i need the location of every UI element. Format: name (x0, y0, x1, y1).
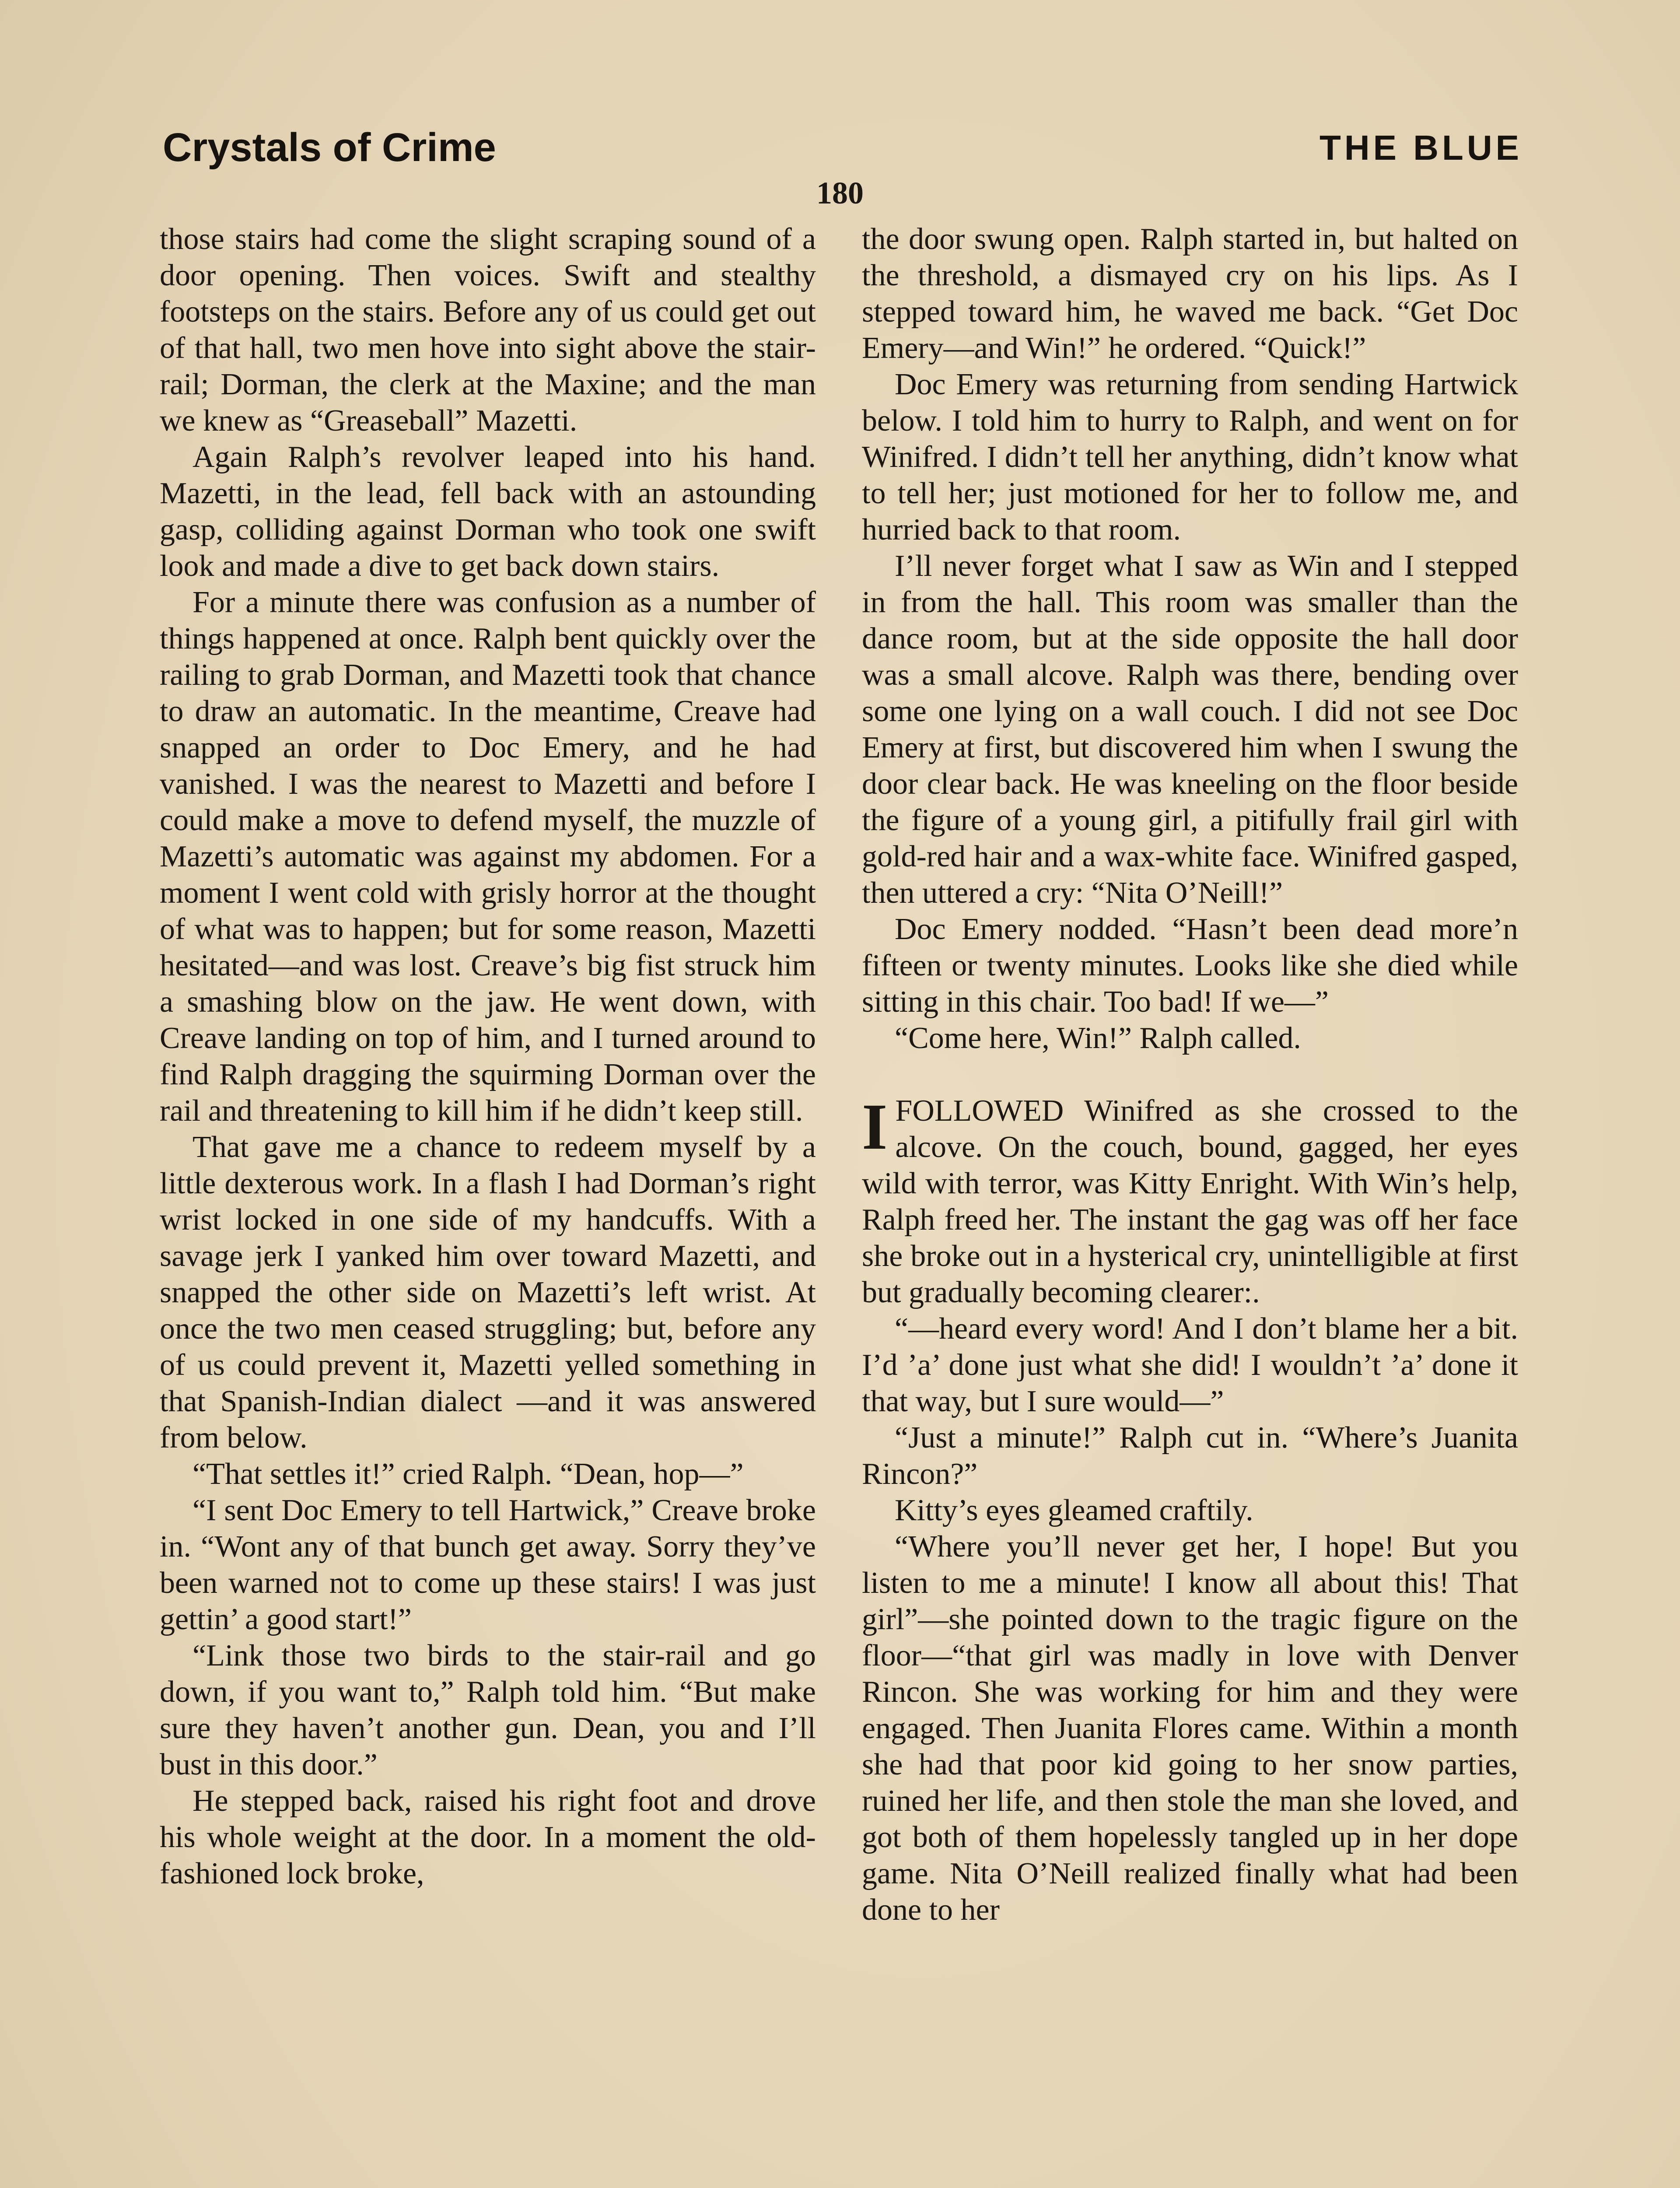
paragraph: “Just a minute!” Ralph cut in. “Where’s Juanita Rincon?” (862, 1421, 1518, 1491)
paragraph: Doc Emery was returning from sending Hartwick below. I told him to hurry to Ralph, and went on for Winifred. I didn’t tell her anything, didn’t know what to tell her; just motioned for her to follow me, and hurried back to that room. (862, 368, 1518, 547)
paragraph: the door swung open. Ralph started in, but halted on the threshold, a dismayed cry on his lips. As I stepped toward him, he waved me back. “Get Doc Emery—and Win!” he ordered. “Quick!” (862, 222, 1518, 365)
paragraph: “I sent Doc Emery to tell Hartwick,” Creave broke in. “Wont any of that bunch get away. Sorry they’ve been warned not to come up these stairs! I was just gettin’ a good start!” (160, 1494, 816, 1636)
paragraph: That gave me a chance to redeem myself by a little dexterous work. In a flash I had Dorman’s right wrist locked in one side of my handcuffs. With a savage jerk I yanked him over toward Mazetti, and snapped the other side on Mazetti’s left wrist. At once the two men ceased struggling; but, before any of us could prevent it, Mazetti yelled something in that Spanish-Indian dialect —and it was answered from below. (160, 1130, 816, 1455)
paragraph: Again Ralph’s revolver leaped into his hand. Mazetti, in the lead, fell back with an astounding gasp, colliding against Dorman who took one swift look and made a dive to get back down stairs. (160, 440, 816, 583)
paragraph: I’ll never forget what I saw as Win and I stepped in from the hall. This room was smaller than the dance room, but at the side opposite the hall door was a small alcove. Ralph was there, bending over some one lying on a wall couch. I did not see Doc Emery at first, but discovered him when I swung the door clear back. He was kneeling on the floor beside the figure of a young girl, a pitifully frail girl with gold-red hair and a wax-white face. Winifred gasped, then uttered a cry: “Nita O’Neill!” (862, 549, 1518, 910)
paragraph: For a minute there was confusion as a number of things happened at once. Ralph bent quickly over the railing to grab Dorman, and Mazetti took that chance to draw an automatic. In the meantime, Creave had snapped an order to Doc Emery, and he had vanished. I was the nearest to Mazetti and before I could make a move to defend myself, the muzzle of Mazetti’s automatic was against my abdomen. For a moment I went cold with grisly horror at the thought of what was to happen; but for some reason, Mazetti hesitated—and was lost. Creave’s big fist struck him a smashing blow on the jaw. He went down, with Creave landing on top of him, and I turned around to find Ralph dragging the squirming Dorman over the rail and threatening to kill him if he didn’t keep still. (160, 586, 816, 1128)
section-break (862, 1056, 1518, 1093)
right-column (862, 221, 1518, 1928)
paragraph: “Where you’ll never get her, I hope! But you listen to me a minute! I know all about this! That girl”—she pointed down to the tragic figure on the floor—“that girl was madly in love with Denver Rincon. She was working for him and they were engaged. Then Juanita Flores came. Within a month she had that poor kid going to her snow parties, ruined her life, and then stole the man she loved, and got both of them hopelessly tangled up in her dope game. Nita O’Neill realized finally what had been done to her (862, 1530, 1518, 1927)
section-opening-paragraph (862, 1090, 1518, 1311)
paragraph: He stepped back, raised his right foot and drove his whole weight at the door. In a moment the old-fashioned lock broke, (160, 1784, 816, 1890)
paragraph: “Link those two birds to the stair-rail and go down, if you want to,” Ralph told him. “But make sure they haven’t another gun. Dean, you and I’ll bust in this door.” (160, 1639, 816, 1781)
paragraph: “Come here, Win!” Ralph called. (895, 1021, 1301, 1055)
page-number: 180 (816, 175, 864, 210)
left-column (160, 221, 816, 1892)
paragraph: those stairs had come the slight scraping sound of a door opening. Then voices. Swift and stealthy footsteps on the stairs. Before any of us could get out of that hall, two men hove into sight above the stair-rail; Dorman, the clerk at the Maxine; and the man we knew as “Greaseball” Mazetti. (160, 222, 816, 438)
story-title: Crystals of Crime (163, 125, 496, 170)
paragraph: “—heard every word! And I don’t blame her a bit. I’d ’a’ done just what she did! I wouldn’t ’a’ done it that way, but I sure would—” (862, 1312, 1518, 1418)
paragraph: Doc Emery nodded. “Hasn’t been dead more’n fifteen or twenty minutes. Looks like she died while sitting in this chair. Too bad! If we—” (862, 912, 1518, 1019)
paragraph: “That settles it!” cried Ralph. “Dean, hop—” (192, 1457, 744, 1491)
magazine-title: THE BLUE (1320, 128, 1522, 167)
opening-text: FOLLOWED Winifred as she crossed to the alcove. On the couch, bound, gagged, her eyes wild with terror, was Kitty Enright. With Win’s help, Ralph freed her. The instant the gag was off her face she broke out in a hysterical cry, unintelligible at first but gradually becoming clearer:. (862, 1094, 1518, 1309)
drop-cap: I (862, 1090, 888, 1163)
paragraph: Kitty’s eyes gleamed craftily. (895, 1494, 1253, 1527)
